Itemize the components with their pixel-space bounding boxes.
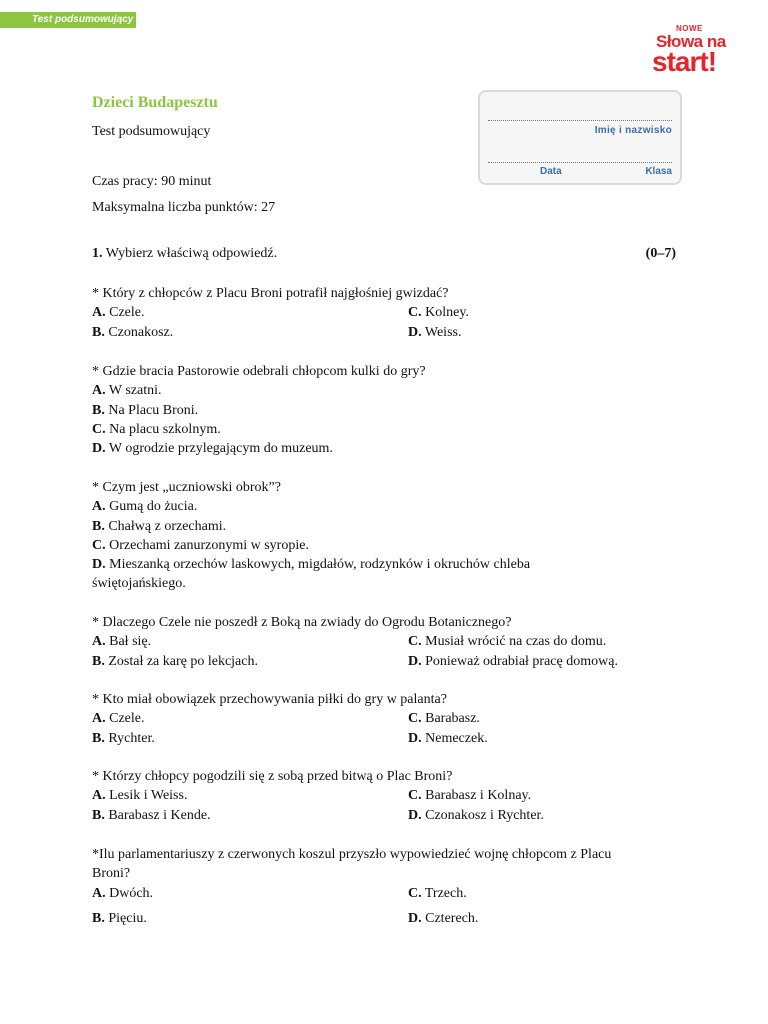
option-b: B. Został za karę po lekcjach. — [92, 653, 258, 669]
question-7 — [92, 845, 692, 928]
option-c: C. Barabasz i Kolnay. — [408, 788, 532, 804]
option-c: C. Orzechami zanurzonymi w syropie. — [92, 537, 309, 553]
option-c: C. Musiał wrócić na czas do domu. — [408, 634, 607, 650]
option-a: A. Czele. — [92, 305, 145, 321]
option-a: A. Gumą do żucia. — [92, 499, 198, 515]
option-d: D. Weiss. — [408, 324, 462, 340]
logo-line-3: start! — [652, 46, 717, 77]
option-b: B. Na Placu Broni. — [92, 402, 199, 418]
publisher-logo — [650, 22, 740, 78]
option-a: A. W szatni. — [92, 383, 162, 399]
option-d: D. W ogrodzie przylegającym do muzeum. — [92, 441, 333, 457]
option-b: B. Barabasz i Kende. — [92, 807, 211, 823]
name-line — [488, 120, 672, 121]
option-c: C. Barabasz. — [408, 711, 480, 727]
option-c: C. Kolney. — [408, 305, 469, 321]
question-stem: * Dlaczego Czele nie poszedł z Boką na zwiady do Ogrodu Botanicznego? — [92, 615, 512, 630]
option-d: D. Nemeczek. — [408, 730, 488, 746]
option-a: A. Lesik i Weiss. — [92, 788, 188, 804]
option-d: D. Ponieważ odrabiał pracę domową. — [408, 653, 618, 669]
max-points: Maksymalna liczba punktów: 27 — [92, 200, 276, 215]
question-4 — [92, 613, 692, 671]
page-subtitle: Test podsumowujący — [92, 124, 211, 139]
logo-line-2: Słowa na — [656, 32, 726, 51]
student-info-box — [478, 90, 682, 185]
task-number: 1. — [92, 246, 103, 261]
question-3 — [92, 478, 692, 594]
page-title: Dzieci Budapesztu — [92, 94, 218, 111]
option-b: B. Pięciu. — [92, 910, 147, 926]
option-d: D. Czonakosz i Rychter. — [408, 807, 544, 823]
question-2 — [92, 362, 692, 458]
question-stem-continuation: Broni? — [92, 866, 131, 882]
question-stem: * Który z chłopców z Placu Broni potrafił najgłośniej gwizdać? — [92, 286, 449, 301]
option-c: C. Trzech. — [408, 885, 467, 901]
question-stem: * Czym jest „uczniowski obrok”? — [92, 480, 281, 495]
question-5 — [92, 690, 692, 748]
date-class-line — [488, 162, 672, 163]
option-b: B. Rychter. — [92, 730, 155, 746]
option-c: C. Na placu szkolnym. — [92, 421, 221, 437]
header-tag: Test podsumowujący — [0, 12, 136, 28]
option-d: D. Czterech. — [408, 910, 479, 926]
option-b: B. Czonakosz. — [92, 324, 174, 340]
option-d-continuation: świętojańskiego. — [92, 576, 186, 592]
option-a: A. Czele. — [92, 711, 145, 727]
option-a: A. Dwóch. — [92, 885, 154, 901]
time-limit: Czas pracy: 90 minut — [92, 174, 212, 189]
task-points: (0–7) — [645, 246, 676, 261]
task-instruction: Wybierz właściwą odpowiedź. — [105, 246, 278, 261]
question-1 — [92, 284, 692, 342]
task-1-header — [92, 246, 676, 262]
question-stem: * Gdzie bracia Pastorowie odebrali chłopcom kulki do gry? — [92, 364, 426, 379]
logo-line-1: NOWE — [676, 24, 703, 33]
name-label: Imię i nazwisko — [594, 125, 672, 136]
class-label: Klasa — [645, 166, 672, 177]
date-label: Data — [540, 166, 562, 177]
question-stem: * Kto miał obowiązek przechowywania piłki do gry w palanta? — [92, 692, 447, 707]
question-stem: *Ilu parlamentariuszy z czerwonych koszul przyszło wypowiedzieć wojnę chłopcom z Placu — [92, 847, 612, 862]
option-d: D. Mieszanką orzechów laskowych, migdałów, rodzynków i okruchów chleba — [92, 557, 531, 573]
option-b: B. Chałwą z orzechami. — [92, 518, 227, 534]
question-stem: * Którzy chłopcy pogodzili się z sobą przed bitwą o Plac Broni? — [92, 769, 453, 784]
question-6 — [92, 767, 692, 825]
option-a: A. Bał się. — [92, 634, 152, 650]
